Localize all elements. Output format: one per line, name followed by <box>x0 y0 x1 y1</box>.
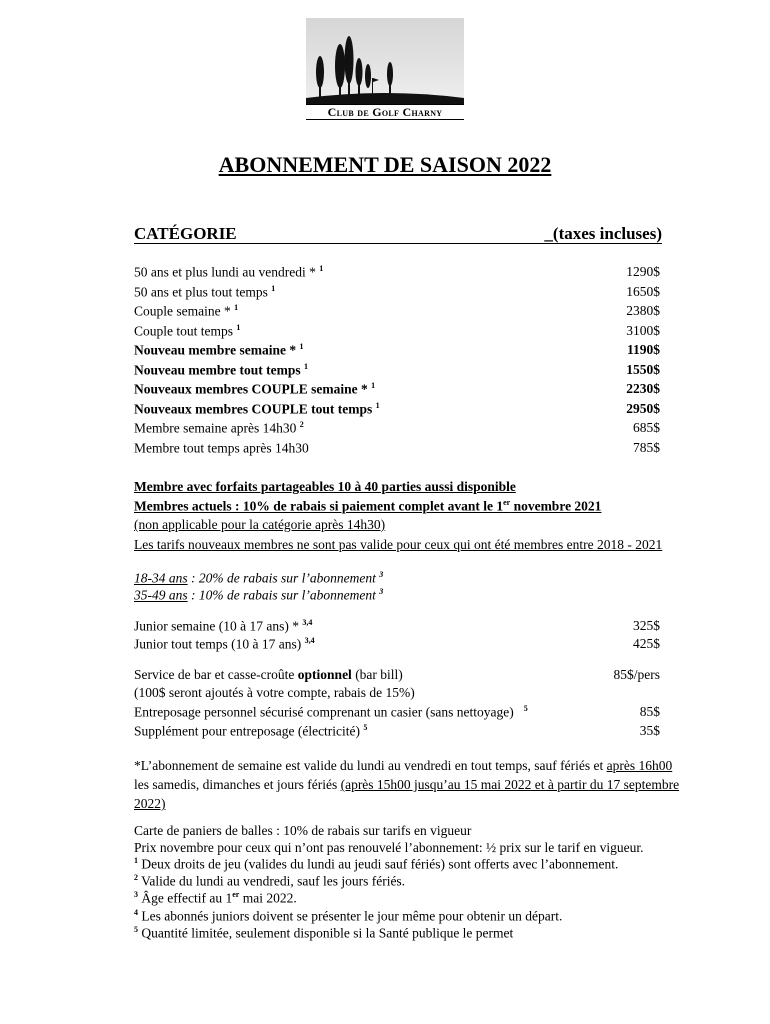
tree-silhouette-icon <box>306 18 464 104</box>
rate-label: Nouveaux membres COUPLE tout temps $^1$ <box>134 400 380 416</box>
junior-row: Junior tout temps (10 à 17 ans) $^{3,4}$ 425$ <box>134 636 660 652</box>
rate-label: Couple tout temps $^1$ <box>134 322 241 338</box>
rate-label: Couple semaine * $^1$ <box>134 303 239 319</box>
rate-row <box>134 264 660 283</box>
not-applicable-note: (non applicable pour la catégorie après 14h30) <box>134 517 386 532</box>
header-underline <box>134 243 662 244</box>
rate-price: 785$ <box>633 439 660 455</box>
rate-label: Membre tout temps après 14h30 <box>134 440 309 455</box>
rate-price: 685$ <box>633 420 660 435</box>
bar-service-row: Service de bar et casse-croûte optionnel (bar bill) 85$/pers <box>134 667 660 682</box>
youth-discount-18-34: 18-34 ans : 20% de rabais sur l’abonnement $^3$ <box>134 570 384 586</box>
shared-package-note: Membre avec forfaits partageables 10 à 40 parties aussi disponible <box>134 479 516 494</box>
page-title: ABONNEMENT DE SAISON 2022 <box>218 152 552 177</box>
taxes-label: _(taxes incluses) <box>544 224 662 243</box>
rate-row <box>134 342 660 361</box>
rate-label: Nouveau membre semaine * $^1$ <box>134 342 304 358</box>
rate-price: 2380$ <box>626 303 660 318</box>
category-label: CATÉGORIE <box>134 224 237 243</box>
rate-label: Membre semaine après 14h30 $^2$ <box>134 420 304 436</box>
youth-discount-35-49: 35-49 ans : 10% de rabais sur l’abonnement $^3$ <box>134 587 384 603</box>
rate-label: 50 ans et plus tout temps $^1$ <box>134 283 276 299</box>
renewal-note: Prix novembre pour ceux qui n’ont pas renouvelé l’abonnement: ½ prix sur le tarif en vigueur. <box>134 840 644 855</box>
category-header <box>134 224 662 246</box>
rate-price: 1190$ <box>626 342 660 357</box>
footnote-2: $^2$ Valide du lundi au vendredi, sauf les jours fériés. <box>134 873 406 889</box>
rate-label: Nouveau membre tout temps $^1$ <box>134 361 308 377</box>
bar-service-note: (100$ seront ajoutés à votre compte, rabais de 15%) <box>134 685 415 700</box>
footnote-4: $^4$ Les abonnés juniors doivent se présenter le jour même pour obtenir un départ. <box>134 908 563 924</box>
club-logo <box>306 18 464 120</box>
rate-row <box>134 401 660 420</box>
rate-price: 1290$ <box>626 264 660 279</box>
rate-row <box>134 420 660 439</box>
rate-price: 1650$ <box>626 283 660 299</box>
storage-row: Entreposage personnel sécurisé comprenant un casier (sans nettoyage) $^5$ 85$ <box>134 704 660 720</box>
rate-row <box>134 362 660 381</box>
rate-price: 3100$ <box>626 322 660 338</box>
rate-row <box>134 284 660 303</box>
current-members-discount: Membres actuels : 10% de rabais si paiement complet avant le 1er novembre 2021 <box>134 498 602 514</box>
footnote-1: $^1$ Deux droits de jeu (valides du lundi au jeudi sauf fériés) sont offerts avec l’abonnement. <box>134 856 619 872</box>
new-rates-note: Les tarifs nouveaux membres ne sont pas valide pour ceux qui ont été membres entre 2018 - 2021 <box>134 537 663 552</box>
club-name: Club de Golf Charny <box>306 104 464 120</box>
footnote-5: $^5$ Quantité limitée, seulement disponible si la Santé publique le permet <box>134 925 514 941</box>
rate-row <box>134 303 660 322</box>
footnote-3: $^3$ Âge effectif au 1er mai 2022. <box>134 890 297 906</box>
rate-label: Nouveaux membres COUPLE semaine * $^1$ <box>134 381 376 397</box>
rate-row <box>134 381 660 400</box>
rate-row <box>134 440 660 459</box>
weekday-validity-note: *L’abonnement de semaine est valide du lundi au vendredi en tout temps, sauf fériés et après 16h00 les samedis, dimanches et jours fériés (après 15h00 jusqu’au 15 mai 2022 et à partir du 17 septembre 2022) <box>134 758 680 811</box>
junior-row: Junior semaine (10 à 17 ans) * $^{3,4}$ 325$ <box>134 618 660 634</box>
rate-price: 2950$ <box>626 400 660 416</box>
rate-price: 1550$ <box>626 361 660 377</box>
rate-label: 50 ans et plus lundi au vendredi * $^1$ <box>134 264 324 280</box>
ball-basket-note: Carte de paniers de balles : 10% de rabais sur tarifs en vigueur <box>134 823 472 838</box>
rate-row <box>134 323 660 342</box>
electricity-row: Supplément pour entreposage (électricité) $^5$ 35$ <box>134 723 660 739</box>
rate-price: 2230$ <box>626 381 660 396</box>
